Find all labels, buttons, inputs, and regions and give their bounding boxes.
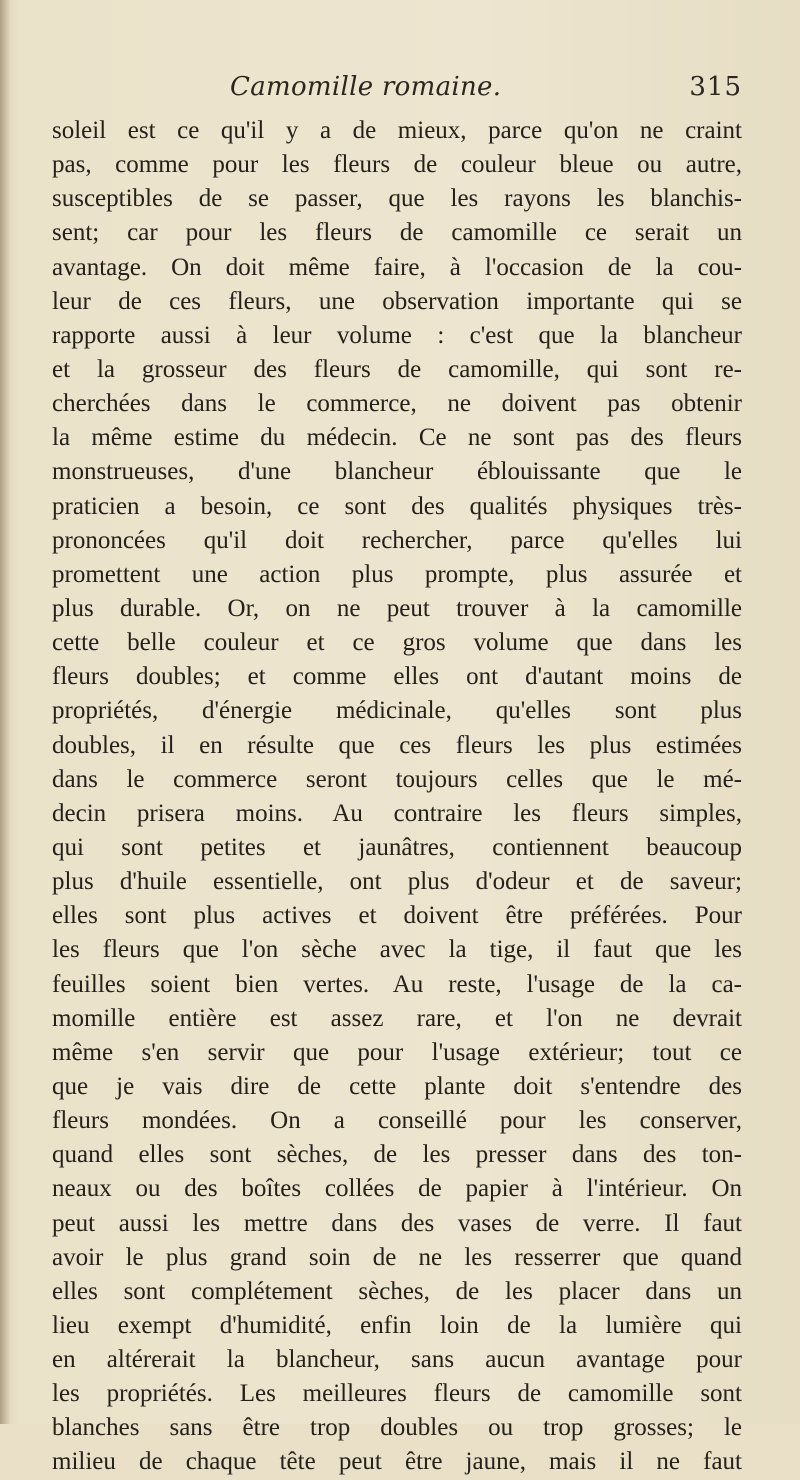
text-line: que je vais dire de cette plante doit s'entendre des: [52, 1072, 742, 1100]
text-line: momille entière est assez rare, et l'on ne devrait: [52, 1004, 742, 1032]
text-line: elles sont complétement sèches, de les placer dans un: [52, 1277, 742, 1305]
text-line: blanches sans être trop doubles ou trop grosses; le: [52, 1414, 742, 1442]
text-line: cette belle couleur et ce gros volume que dans les: [52, 629, 742, 657]
text-line: même s'en servir que pour l'usage extérieur; tout ce: [52, 1038, 742, 1066]
text-line: decin prisera moins. Au contraire les fleurs simples,: [52, 799, 742, 827]
text-line: propriétés, d'énergie médicinale, qu'elles sont plus: [52, 697, 742, 725]
text-line: fleurs mondées. On a conseillé pour les conserver,: [52, 1107, 742, 1135]
text-line: monstrueuses, d'une blancheur éblouissante que le: [52, 458, 742, 486]
page-header: [52, 72, 742, 112]
text-line: promettent une action plus prompte, plus assurée et: [52, 560, 742, 588]
text-line: en altérerait la blancheur, sans aucun avantage pour: [52, 1346, 742, 1374]
running-title: Camomille romaine.: [230, 72, 502, 102]
text-line: les fleurs que l'on sèche avec la tige, il faut que les: [52, 936, 742, 964]
text-line: sent; car pour les fleurs de camomille ce serait un: [52, 219, 742, 247]
text-line: fleurs doubles; et comme elles ont d'autant moins de: [52, 663, 742, 691]
text-line: praticien a besoin, ce sont des qualités physiques très-: [52, 492, 742, 520]
text-line: feuilles soient bien vertes. Au reste, l'usage de la ca-: [52, 970, 742, 998]
binding-shadow: [0, 0, 10, 1424]
text-line: et la grosseur des fleurs de camomille, qui sont re-: [52, 355, 742, 383]
text-line: qui sont petites et jaunâtres, contiennent beaucoup: [52, 833, 742, 861]
text-line: quand elles sont sèches, de les presser dans des ton-: [52, 1141, 742, 1169]
text-line: prononcées qu'il doit rechercher, parce qu'elles lui: [52, 526, 742, 554]
text-line: plus d'huile essentielle, ont plus d'odeur et de saveur;: [52, 868, 742, 896]
text-line: rapporte aussi à leur volume : c'est que la blancheur: [52, 321, 742, 349]
text-line: lieu exempt d'humidité, enfin loin de la lumière qui: [52, 1311, 742, 1339]
text-line: cherchées dans le commerce, ne doivent pas obtenir: [52, 390, 742, 418]
text-line: elles sont plus actives et doivent être préférées. Pour: [52, 902, 742, 930]
text-line: leur de ces fleurs, une observation importante qui se: [52, 287, 742, 315]
text-line: milieu de chaque tête peut être jaune, mais il ne faut: [52, 1448, 742, 1476]
text-line: doubles, il en résulte que ces fleurs les plus estimées: [52, 731, 742, 759]
text-line: soleil est ce qu'il y a de mieux, parce qu'on ne craint: [52, 117, 742, 144]
text-line: neaux ou des boîtes collées de papier à l'intérieur. On: [52, 1175, 742, 1203]
text-line: avantage. On doit même faire, à l'occasion de la cou-: [52, 253, 742, 281]
text-line: peut aussi les mettre dans des vases de verre. Il faut: [52, 1209, 742, 1237]
text-line: la même estime du médecin. Ce ne sont pas des fleurs: [52, 424, 742, 452]
text-line: pas, comme pour les fleurs de couleur bleue ou autre,: [52, 151, 742, 179]
page-number: 315: [689, 72, 742, 102]
text-line: dans le commerce seront toujours celles que le mé-: [52, 765, 742, 793]
text-line: avoir le plus grand soin de ne les resserrer que quand: [52, 1243, 742, 1271]
text-line: les propriétés. Les meilleures fleurs de camomille sont: [52, 1380, 742, 1408]
text-line: susceptibles de se passer, que les rayons les blanchis-: [52, 185, 742, 213]
body-text: [52, 114, 742, 1480]
text-line: plus durable. Or, on ne peut trouver à la camomille: [52, 594, 742, 622]
